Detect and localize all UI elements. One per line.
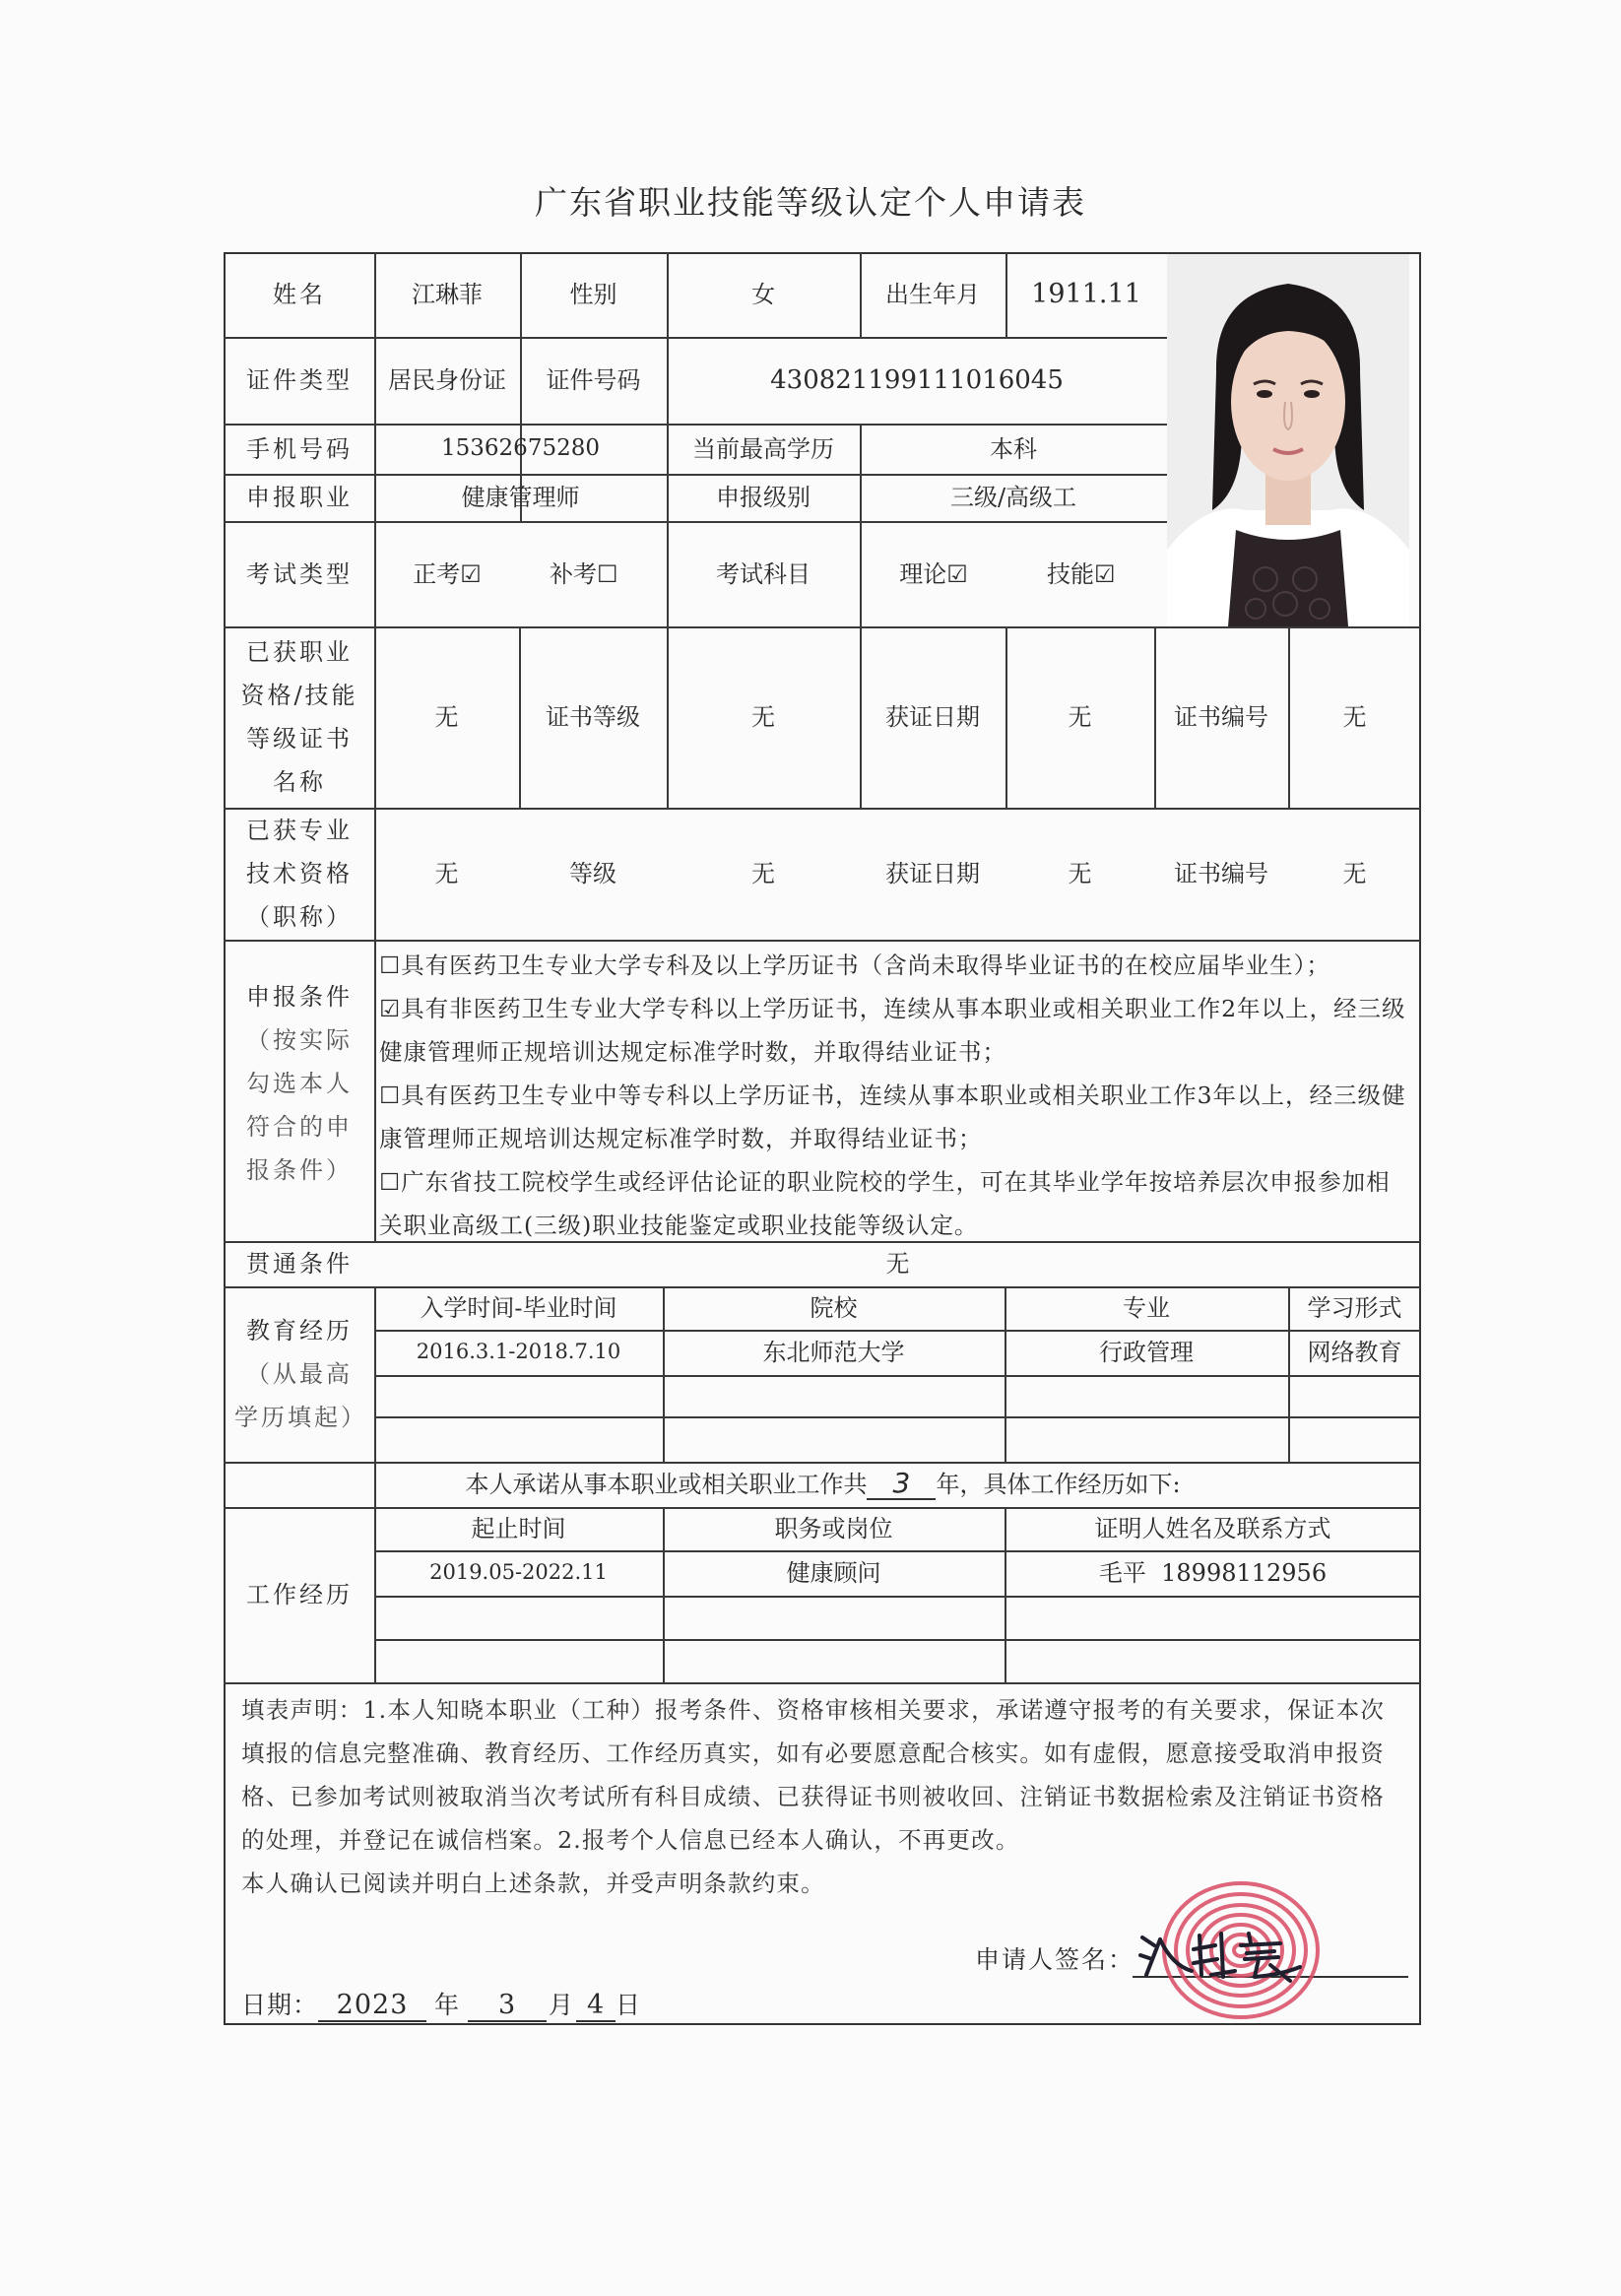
rule <box>374 1416 1421 1418</box>
value-cert1-grade: 无 <box>751 703 775 731</box>
value-cert2-grade: 无 <box>751 860 775 887</box>
value-cert2-name: 无 <box>434 860 459 887</box>
exam-skill-option[interactable] <box>1007 521 1167 626</box>
label-education-note: （从最高学历填起） <box>234 1360 367 1431</box>
date-year-unit: 年 <box>434 1991 461 2019</box>
exam-theory-option[interactable] <box>860 521 1007 626</box>
label-cert2-date: 获证日期 <box>885 860 980 887</box>
value-name: 江琳菲 <box>412 281 483 308</box>
edu-header-mode: 学习形式 <box>1307 1294 1402 1322</box>
edu-header-period: 入学时间-毕业时间 <box>420 1294 617 1322</box>
label-cert1-date: 获证日期 <box>885 703 980 731</box>
value-level: 三级/高级工 <box>949 484 1077 511</box>
rule <box>224 940 1421 942</box>
label-work: 工作经历 <box>246 1581 353 1608</box>
label-education: 教育经历 <box>246 1317 353 1345</box>
value-gender: 女 <box>751 281 775 308</box>
date-month: 3 <box>468 1990 547 2022</box>
label-cert1-grade: 证书等级 <box>546 703 640 731</box>
exam-theory-label: 理论 <box>899 559 947 588</box>
edu-header-major: 专业 <box>1123 1294 1170 1322</box>
label-id-no: 证件号码 <box>546 366 641 394</box>
edu-cell-period: 2016.3.1-2018.7.10 <box>416 1340 621 1364</box>
label-cert1: 已获职业资格/技能等级证书名称 <box>240 638 358 796</box>
label-occupation: 申报职业 <box>246 484 353 511</box>
value-edu: 本科 <box>990 434 1037 463</box>
work-cell-period: 2019.05-2022.11 <box>429 1560 608 1585</box>
exam-regular-option[interactable] <box>374 521 520 626</box>
work-header-position: 职务或岗位 <box>774 1515 893 1542</box>
value-id-no: 430821199111016045 <box>770 364 1064 395</box>
work-header-period: 起止时间 <box>471 1515 566 1542</box>
value-cert1-date: 无 <box>1068 703 1092 731</box>
rule <box>374 1596 1421 1598</box>
label-cert2: 已获专业技术资格（职称） <box>246 817 353 931</box>
label-exam-subject: 考试科目 <box>716 559 810 588</box>
label-education-block <box>234 1286 367 1462</box>
exam-makeup-checkbox[interactable]: ☐ <box>597 559 618 588</box>
edu-header-school: 院校 <box>810 1294 858 1322</box>
exam-theory-checkbox[interactable]: ☑ <box>946 559 968 588</box>
label-cert2-no: 证书编号 <box>1174 860 1268 887</box>
exam-regular-label: 正考 <box>413 559 461 588</box>
date-day: 4 <box>576 1990 616 2022</box>
work-cell-position: 健康顾问 <box>786 1559 881 1587</box>
edu-cell-school: 东北师范大学 <box>762 1339 905 1366</box>
label-through: 贯通条件 <box>246 1250 353 1278</box>
handwritten-signature <box>1133 1926 1329 1985</box>
date-line <box>241 1986 641 2022</box>
work-commit-suffix: 年，具体工作经历如下: <box>936 1471 1181 1498</box>
work-years: 3 <box>867 1469 936 1500</box>
exam-skill-label: 技能 <box>1047 559 1094 588</box>
exam-regular-checkbox[interactable]: ☑ <box>460 559 482 588</box>
date-month-unit: 月 <box>549 1991 575 2019</box>
value-id-type: 居民身份证 <box>388 366 506 394</box>
condition-item[interactable] <box>379 944 1408 987</box>
label-level: 申报级别 <box>716 484 810 511</box>
rule <box>374 1375 1421 1377</box>
condition-item[interactable] <box>379 1160 1408 1247</box>
value-cert2-no: 无 <box>1342 860 1367 887</box>
label-conditions-note: （按实际勾选本人符合的申报条件） <box>246 1026 353 1184</box>
edu-cell-major: 行政管理 <box>1099 1339 1194 1366</box>
label-cert2-grade: 等级 <box>569 860 616 887</box>
value-cert1-name: 无 <box>434 703 459 731</box>
value-cert1-no: 无 <box>1342 703 1367 731</box>
work-cell-witness: 毛平 18998112956 <box>1098 1559 1328 1587</box>
rule <box>224 1682 1421 1684</box>
value-birth: 1911.11 <box>1031 278 1141 309</box>
declaration-text: 填表声明：1.本人知晓本职业（工种）报考条件、资格审核相关要求，承诺遵守报考的有关要求，保证本次填报的信息完整准确、教育经历、工作经历真实，如有必要愿意配合核实。如有虚假，愿意接受取消申报资格、已参加考试则被取消当次考试所有科目成绩、已获得证书则被收回、注销证书数据检索及注销证书资格的处理，并登记在诚信档案。2.报考个人信息已经本人确认，不再更改。 <box>241 1696 1386 1854</box>
condition-text: 具有医药卫生专业中等专科以上学历证书，连续从事本职业或相关职业工作3年以上，经三级健康管理师正规培训达规定标准学时数，并取得结业证书； <box>379 1082 1406 1152</box>
value-cert2-date: 无 <box>1068 860 1092 887</box>
declaration-confirm: 本人确认已阅读并明白上述条款，并受声明条款约束。 <box>241 1870 825 1897</box>
condition-checkbox[interactable]: ☐ <box>379 1168 402 1196</box>
label-id-type: 证件类型 <box>246 366 353 394</box>
condition-text: 具有医药卫生专业大学专科及以上学历证书（含尚未取得毕业证书的在校应届毕业生）； <box>401 951 1330 979</box>
applicant-photo <box>1167 254 1409 626</box>
exam-makeup-label: 补考 <box>550 559 597 588</box>
condition-item[interactable] <box>379 987 1408 1074</box>
date-day-unit: 日 <box>616 1991 642 2019</box>
work-commitment <box>225 1462 1421 1507</box>
label-conditions-block <box>234 975 364 1202</box>
date-year: 2023 <box>318 1990 426 2022</box>
exam-makeup-option[interactable] <box>520 521 667 626</box>
condition-checkbox[interactable]: ☑ <box>379 995 402 1022</box>
date-label: 日期： <box>241 1991 319 2019</box>
condition-text: 具有非医药卫生专业大学专科以上学历证书，连续从事本职业或相关职业工作2年以上，经三级健康管理师正规培训达规定标准学时数，并取得结业证书； <box>379 995 1406 1066</box>
condition-text: 广东省技工院校学生或经评估论证的职业院校的学生，可在其毕业学年按培养层次申报参加相关职业高级工(三级)职业技能鉴定或职业技能等级认定。 <box>379 1168 1391 1239</box>
condition-checkbox[interactable]: ☐ <box>379 951 402 979</box>
label-edu: 当前最高学历 <box>692 434 834 463</box>
value-occupation: 健康管理师 <box>461 484 580 511</box>
form-title: 广东省职业技能等级认定个人申请表 <box>535 183 1086 222</box>
exam-skill-checkbox[interactable]: ☑ <box>1094 559 1116 588</box>
value-through: 无 <box>885 1250 910 1278</box>
label-cert1-no: 证书编号 <box>1174 703 1268 731</box>
label-exam-type: 考试类型 <box>246 559 353 588</box>
value-phone: 15362675280 <box>441 435 600 462</box>
label-birth: 出生年月 <box>885 281 980 308</box>
condition-checkbox[interactable]: ☐ <box>379 1082 402 1109</box>
condition-item[interactable] <box>379 1074 1408 1160</box>
rule <box>374 1639 1421 1641</box>
label-conditions: 申报条件 <box>246 983 353 1011</box>
label-name: 姓名 <box>273 281 326 308</box>
work-header-witness: 证明人姓名及联系方式 <box>1094 1515 1331 1542</box>
signature-label: 申请人签名： <box>975 1945 1135 1974</box>
label-gender: 性别 <box>569 281 617 308</box>
label-phone: 手机号码 <box>246 434 353 463</box>
work-commit-prefix: 本人承诺从事本职业或相关职业工作共 <box>465 1471 868 1498</box>
edu-cell-mode: 网络教育 <box>1307 1339 1402 1366</box>
